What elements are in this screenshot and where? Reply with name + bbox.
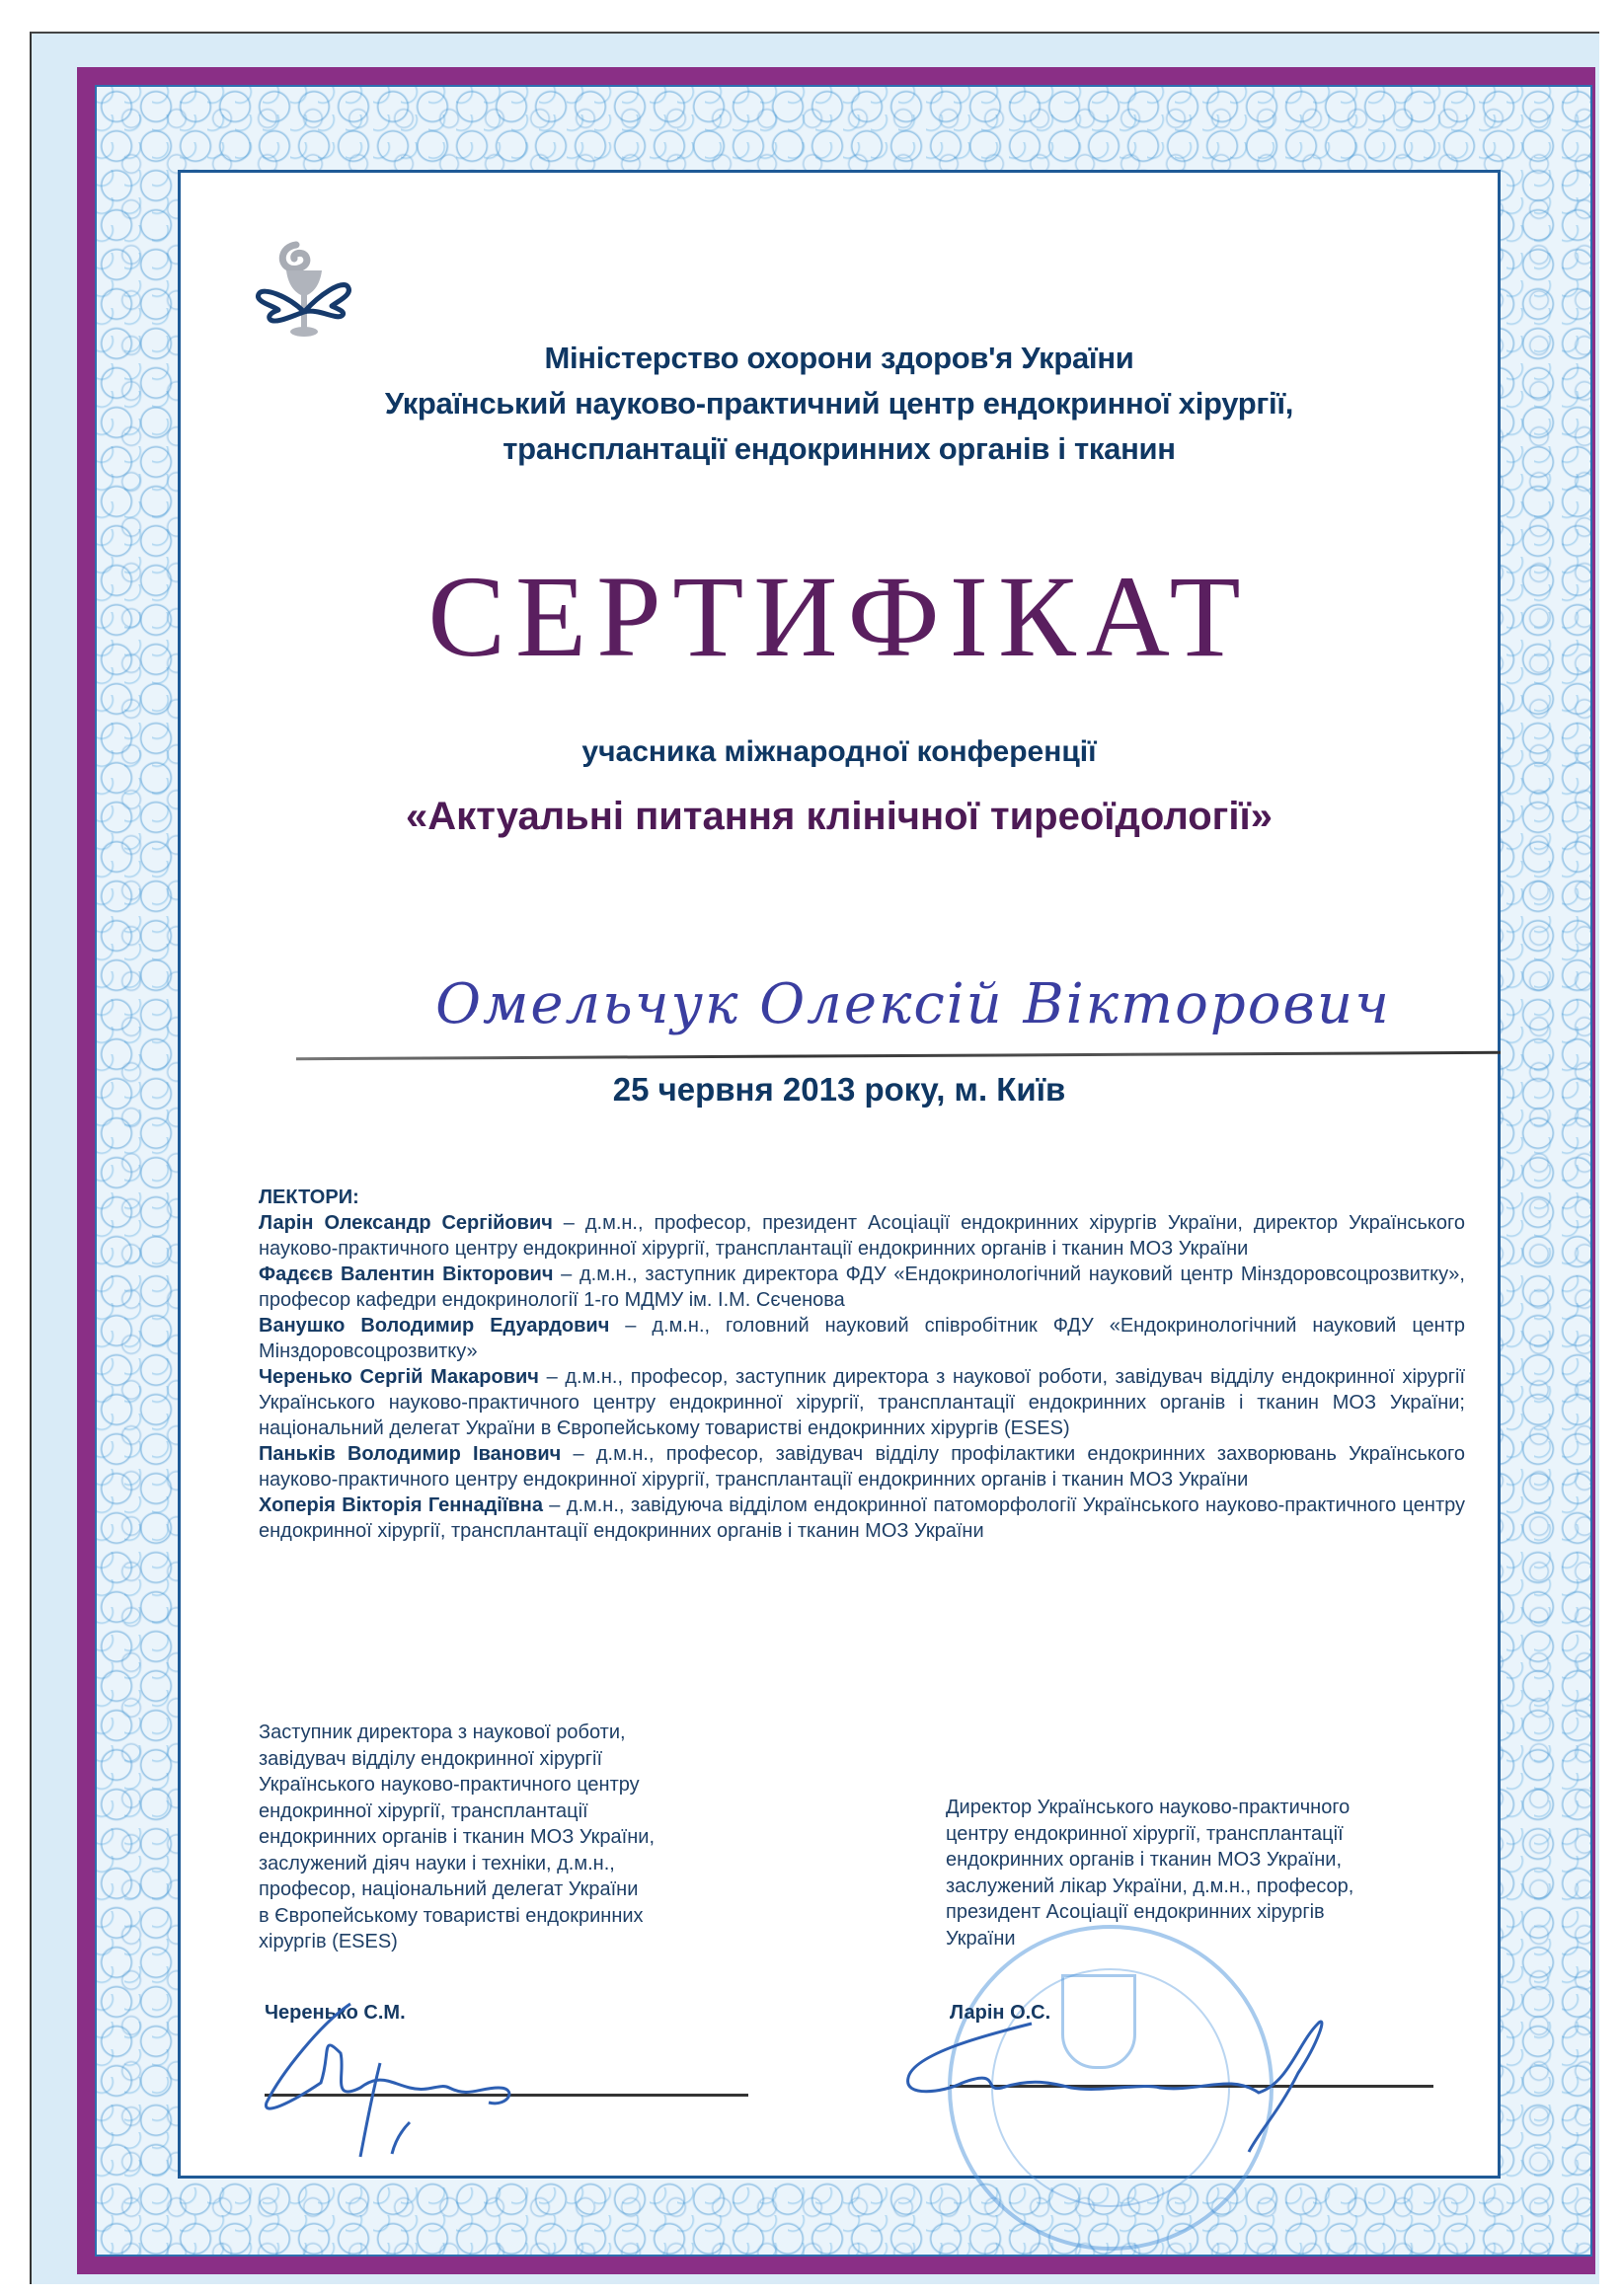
lector-entry <box>259 1364 1465 1441</box>
signatory-title-line: завідувач відділу ендокринної хірургії <box>259 1747 603 1770</box>
director-title <box>946 1795 1439 1952</box>
certificate-subtitle: учасника міжнародної конференції <box>581 735 1097 768</box>
center-name-line-1: Український науково-практичний центр ендокринної хірургії, <box>384 386 1294 421</box>
signatory-title-line: заслужений діяч науки і техніки, д.м.н., <box>259 1852 615 1875</box>
lectors-section <box>259 1185 1465 1544</box>
signatory-title-line: хірургів (ESES) <box>259 1931 398 1952</box>
signatory-title-line: президент Асоціації ендокринних хірургів <box>946 1901 1325 1923</box>
right-signature-icon <box>903 2014 1417 2162</box>
left-signer-name: Черенько С.М. <box>265 2002 406 2024</box>
medical-emblem-logo-icon <box>249 235 357 345</box>
conference-title: «Актуальні питання клінічної тиреоїдології» <box>406 795 1273 838</box>
issuer-header <box>197 336 1481 472</box>
lector-name: Фадєєв Валентин Вікторович <box>259 1263 554 1285</box>
lector-description: – д.м.н., професор, президент Асоціації ендокринних хірургів України, директор Українського науково-практичного центру ендокринної хірургії, трансплантації ендокринних органів і тканин МОЗ України <box>259 1212 1465 1260</box>
signatory-title-line: ендокринної хірургії, трансплантації <box>259 1799 588 1822</box>
lector-name: Паньків Володимир Іванович <box>259 1443 562 1465</box>
lector-entry <box>259 1492 1465 1544</box>
lector-description: – д.м.н., заступник директора ФДУ «Ендокринологічний науковий центр Мінздоровсоцрозвитку», професор кафедри ендокринології 1-го МДМУ ім. І.М. Сєченова <box>259 1263 1465 1311</box>
signatory-title-line: України <box>946 1927 1016 1950</box>
left-signature-icon <box>262 1994 657 2162</box>
signatory-title-line: Українського науково-практичного центру <box>259 1774 640 1796</box>
lector-entry <box>259 1262 1465 1313</box>
lector-name: Ванушко Володимир Едуардович <box>259 1315 610 1337</box>
lector-entry <box>259 1210 1465 1262</box>
deputy-director-title <box>259 1720 752 1955</box>
right-signer-name: Ларін О.С. <box>950 2002 1051 2024</box>
signatory-title-line: Заступник директора з наукової роботи, <box>259 1722 626 1743</box>
participant-name-handwritten: Омельчук Олексій Вікторович <box>435 972 1391 1036</box>
signatory-title-line: в Європейському товаристві ендокринних <box>259 1904 644 1927</box>
signatory-title-line: заслужений лікар України, д.м.н., професор, <box>946 1875 1354 1897</box>
signatory-title-line: центру ендокринної хірургії, трансплантації <box>946 1822 1344 1845</box>
lector-name: Черенько Сергій Макарович <box>259 1366 539 1388</box>
signatory-title-line: Директор Українського науково-практичного <box>946 1797 1351 1818</box>
signatory-title-line: професор, національний делегат України <box>259 1878 639 1900</box>
lector-description: – д.м.н., професор, заступник директора з наукової роботи, завідувач відділу ендокринної хірургії Українського науково-практичного центру ендокринної хірургії, трансплантації ендокринних органів і тканин МОЗ України; національний делегат України в Європейському товаристві ендокринних хірургів (ESES) <box>259 1366 1465 1439</box>
lector-description: – д.м.н., головний науковий співробітник ФДУ «Ендокринологічний науковий центр Мінздоровсоцрозвитку» <box>259 1315 1466 1362</box>
lector-name: Хоперія Вікторія Геннадіївна <box>259 1494 543 1516</box>
center-name-line-2: трансплантації ендокринних органів і тканин <box>502 431 1176 466</box>
lector-description: – д.м.н., професор, завідувач відділу профілактики ендокринних захворювань Українського науково-практичного центру ендокринної хірургії, трансплантації ендокринних органів і тканин МОЗ України <box>259 1443 1465 1491</box>
lectors-heading: ЛЕКТОРИ: <box>259 1186 359 1208</box>
certificate-title: СЕРТИФІКАТ <box>427 552 1251 681</box>
lector-entry <box>259 1441 1465 1492</box>
lector-description: – д.м.н., завідуюча відділом ендокринної патоморфології Українського науково-практичного центру ендокринної хірургії, трансплантації ендокринних органів і тканин МОЗ України <box>259 1494 1466 1542</box>
signatory-title-line: ендокринних органів і тканин МОЗ України, <box>946 1849 1342 1871</box>
ministry-name: Міністерство охорони здоров'я України <box>544 341 1134 375</box>
signatory-title-line: ендокринних органів і тканин МОЗ України, <box>259 1826 655 1848</box>
date-place: 25 червня 2013 року, м. Київ <box>612 1071 1066 1108</box>
lector-entry <box>259 1313 1465 1364</box>
lector-name: Ларін Олександр Сергійович <box>259 1212 553 1234</box>
